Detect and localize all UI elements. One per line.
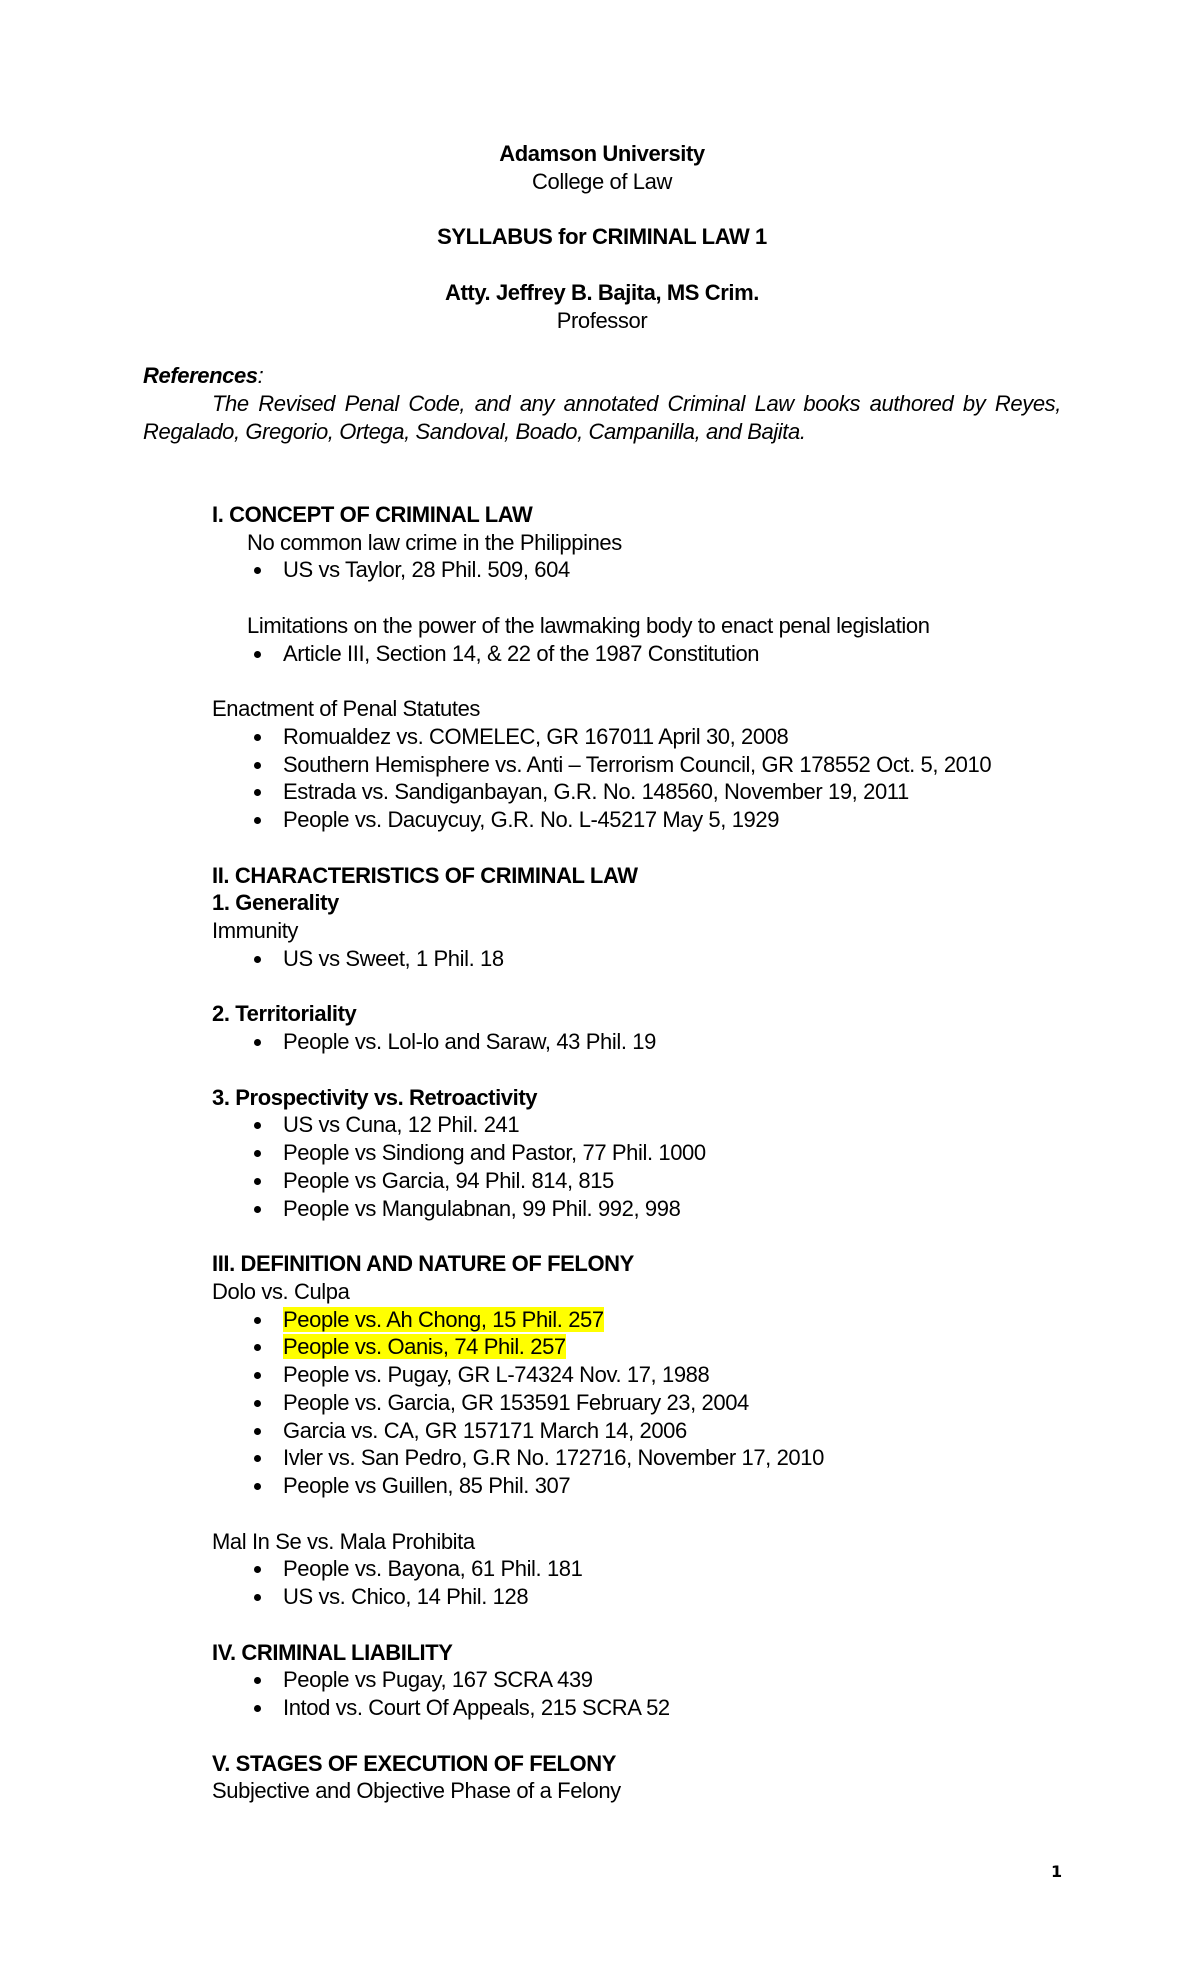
list-item: Romualdez vs. COMELEC, GR 167011 April 30, 2008 — [143, 723, 1021, 751]
college-name: College of Law — [532, 168, 672, 194]
page-number: 1 — [1051, 1862, 1063, 1881]
case-list — [143, 723, 1061, 834]
professor-role: Professor — [556, 307, 648, 333]
list-item: People vs Garcia, 94 Phil. 814, 815 — [143, 1167, 1061, 1195]
generality-heading: 1. Generality — [212, 890, 339, 916]
highlighted-case: People vs. Ah Chong, 15 Phil. 257 — [283, 1306, 604, 1332]
professor-name: Atty. Jeffrey B. Bajita, MS Crim. — [444, 279, 760, 305]
university-name: Adamson University — [499, 141, 705, 166]
territoriality-heading: 2. Territoriality — [212, 1001, 357, 1027]
references-label: References: — [143, 363, 264, 388]
syllabus-title: SYLLABUS for CRIMINAL LAW 1 — [437, 224, 767, 250]
highlighted-case: People vs. Oanis, 74 Phil. 257 — [283, 1334, 566, 1360]
list-item — [143, 1333, 1061, 1361]
section-1-sub-2: Limitations on the power of the lawmaking body to enact penal legislation — [247, 612, 930, 638]
list-item: Southern Hemisphere vs. Anti – Terrorism Council, GR 178552 Oct. 5, 2010 — [143, 751, 1021, 779]
case-list — [143, 1555, 1061, 1611]
section-1-heading: I. CONCEPT OF CRIMINAL LAW — [212, 501, 533, 527]
case-list — [143, 1111, 1061, 1222]
list-item: US vs Sweet, 1 Phil. 18 — [143, 945, 1061, 973]
references-text: The Revised Penal Code, and any annotated Criminal Law books authored by Reyes, Regalado, Gregorio, Ortega, Sandoval, Boado, Campanilla, and Bajita. — [143, 390, 1061, 444]
section-5-sub-1: Subjective and Objective Phase of a Felony — [212, 1778, 621, 1804]
document-page — [143, 140, 1061, 1805]
case-list — [143, 945, 1061, 973]
case-list — [143, 1028, 1061, 1056]
list-item: People vs. Pugay, GR L-74324 Nov. 17, 1988 — [143, 1361, 1061, 1389]
immunity-label: Immunity — [212, 918, 299, 943]
section-5-heading: V. STAGES OF EXECUTION OF FELONY — [212, 1750, 617, 1776]
list-item: People vs. Garcia, GR 153591 February 23, 2004 — [143, 1389, 1061, 1417]
list-item: US vs Cuna, 12 Phil. 241 — [143, 1111, 1061, 1139]
list-item: Article III, Section 14, & 22 of the 1987 Constitution — [143, 640, 1061, 668]
section-4-heading: IV. CRIMINAL LIABILITY — [212, 1639, 453, 1665]
list-item — [143, 1306, 1061, 1334]
list-item: US vs. Chico, 14 Phil. 128 — [143, 1583, 1061, 1611]
section-1-sub-3: Enactment of Penal Statutes — [212, 696, 481, 721]
case-list — [143, 1666, 1061, 1722]
list-item: People vs Guillen, 85 Phil. 307 — [143, 1472, 1061, 1500]
mala-in-se-label: Mal In Se vs. Mala Prohibita — [212, 1528, 475, 1554]
list-item: People vs Sindiong and Pastor, 77 Phil. 1000 — [143, 1139, 1061, 1167]
list-item: People vs. Dacuycuy, G.R. No. L-45217 May 5, 1929 — [143, 806, 1021, 834]
list-item: People vs Pugay, 167 SCRA 439 — [143, 1666, 1061, 1694]
case-list — [143, 1306, 1061, 1500]
section-1-sub-1: No common law crime in the Philippines — [247, 529, 622, 555]
list-item: People vs. Lol-lo and Saraw, 43 Phil. 19 — [143, 1028, 1061, 1056]
case-list — [143, 640, 1061, 668]
list-item: US vs Taylor, 28 Phil. 509, 604 — [143, 556, 1061, 584]
list-item: People vs Mangulabnan, 99 Phil. 992, 998 — [143, 1195, 1061, 1223]
prospectivity-heading: 3. Prospectivity vs. Retroactivity — [212, 1084, 538, 1110]
list-item: Estrada vs. Sandiganbayan, G.R. No. 148560, November 19, 2011 — [143, 778, 1021, 806]
dolo-culpa-label: Dolo vs. Culpa — [212, 1278, 350, 1304]
section-2-heading: II. CHARACTERISTICS OF CRIMINAL LAW — [212, 862, 638, 888]
list-item: Ivler vs. San Pedro, G.R No. 172716, November 17, 2010 — [143, 1444, 1061, 1472]
list-item: Garcia vs. CA, GR 157171 March 14, 2006 — [143, 1417, 1061, 1445]
case-list — [143, 556, 1061, 584]
section-3-heading: III. DEFINITION AND NATURE OF FELONY — [212, 1251, 634, 1276]
list-item: Intod vs. Court Of Appeals, 215 SCRA 52 — [143, 1694, 1061, 1722]
list-item: People vs. Bayona, 61 Phil. 181 — [143, 1555, 1061, 1583]
